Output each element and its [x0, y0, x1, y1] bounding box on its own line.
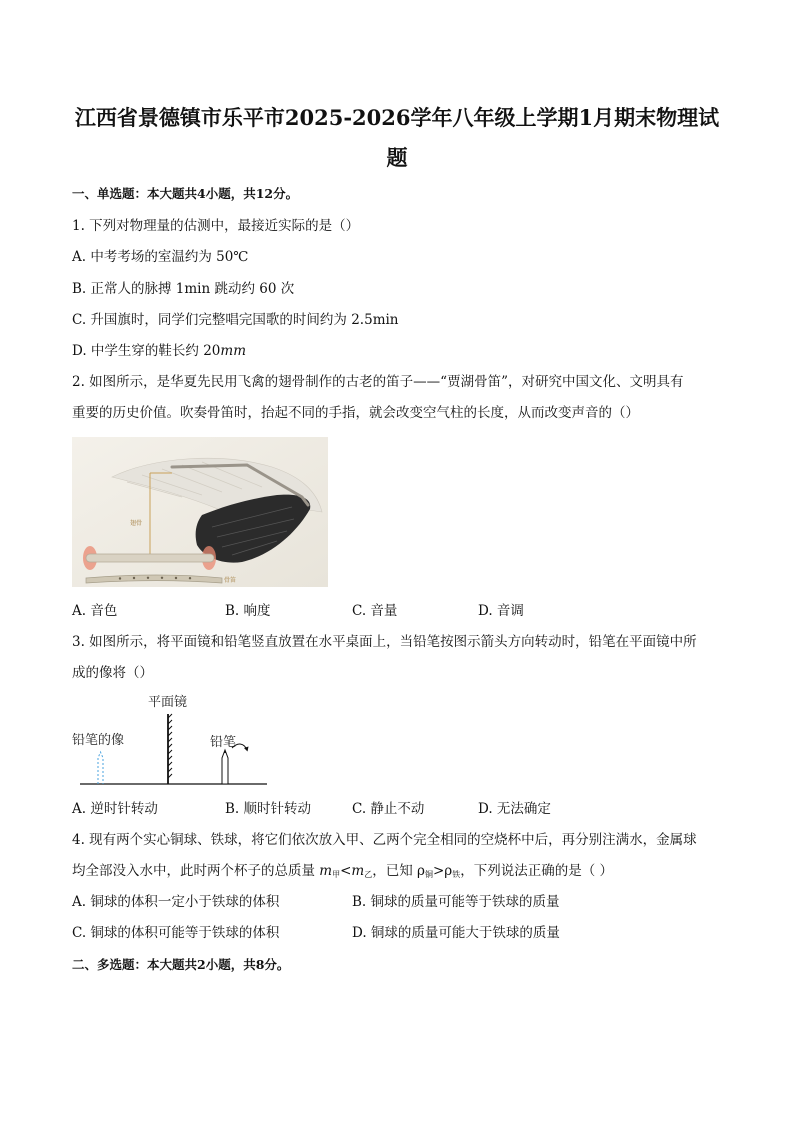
question-1-stem: 1. 下列对物理量的估测中，最接近实际的是（） [72, 218, 360, 234]
question-3-option-d: D. 无法确定 [478, 801, 551, 817]
bone-flute-label: 骨笛 [224, 577, 237, 584]
question-2-stem-line2: 重要的历史价值。吹奏骨笛时，抬起不同的手指，就会改变空气柱的长度，从而改变声音的（） [72, 405, 639, 421]
question-4-option-a: A. 铜球的体积一定小于铁球的体积 [72, 894, 280, 910]
greater-than-rho: >ρ [432, 863, 453, 879]
question-3-stem-line2: 成的像将（） [72, 665, 153, 681]
subscript-yi: 乙 [364, 870, 373, 879]
question-3-option-a: A. 逆时针转动 [72, 801, 158, 817]
question-1-option-d-text: D. 中学生穿的鞋长约 20 [72, 343, 221, 359]
section-heading-single-choice: 一、单选题：本大题共4小题，共12分。 [72, 186, 299, 201]
subscript-tie: 铁 [452, 870, 461, 879]
question-2-option-a: A. 音色 [72, 603, 118, 619]
question-4-option-b: B. 铜球的质量可能等于铁球的质量 [352, 894, 560, 910]
pencil [222, 750, 228, 784]
question-1-option-d-unit: mm [220, 343, 247, 359]
wing-bone-label: 翅骨 [130, 520, 143, 527]
question-1-option-a: A. 中考考场的室温约为 50℃ [72, 249, 249, 265]
question-1-option-d [72, 341, 732, 361]
page-title-line1: 江西省景德镇市乐平市2025-2026学年八年级上学期1月期末物理试 [74, 105, 720, 130]
mass-symbol: m [319, 863, 333, 879]
pencil-label: 铅笔 [210, 735, 237, 750]
flute-hole [119, 577, 121, 579]
question-3-option-b: B. 顺时针转动 [225, 801, 312, 817]
question-4-option-c: C. 铜球的体积可能等于铁球的体积 [72, 925, 280, 941]
question-2-option-b: B. 响度 [225, 603, 271, 619]
less-than-sign: < [340, 863, 352, 879]
flute-hole [133, 577, 135, 579]
mirror-pencil-diagram [72, 690, 272, 790]
q4-stem-text-c: ，下列说法正确的是（ ） [460, 863, 614, 879]
mass-symbol: m [351, 863, 365, 879]
bone-flute-illustration [72, 437, 328, 587]
q4-stem-text-a: 均全部没入水中，此时两个杯子的总质量 [72, 863, 320, 879]
bone-flute-figure [72, 437, 328, 587]
question-2-stem-line1: 2. 如图所示，是华夏先民用飞禽的翅骨制作的古老的笛子——“贾湖骨笛”，对研究中国文化、文明具有 [72, 374, 684, 390]
pencil-image-label: 铅笔的像 [72, 733, 125, 748]
flute-hole [189, 577, 191, 579]
mirror-pencil-figure [72, 690, 272, 790]
flute-hole [175, 577, 177, 579]
question-2-option-d: D. 音调 [478, 603, 524, 619]
question-3-stem-line1: 3. 如图所示，将平面镜和铅笔竖直放置在水平桌面上，当铅笔按图示箭头方向转动时，铅笔在平面镜中所 [72, 634, 697, 650]
question-2-option-c: C. 音量 [352, 603, 398, 619]
question-4-option-d: D. 铜球的质量可能大于铁球的质量 [352, 925, 560, 941]
question-3-option-c: C. 静止不动 [352, 801, 425, 817]
page-title-line2: 题 [386, 145, 408, 170]
q4-stem-text-b: ，已知 ρ [372, 863, 425, 879]
pencil-image [98, 752, 103, 784]
subscript-tong: 铜 [424, 870, 433, 879]
wing-bone-segment [86, 554, 214, 562]
mirror-label: 平面镜 [148, 695, 188, 710]
question-1-option-c: C. 升国旗时，同学们完整唱完国歌的时间约为 2.5min [72, 312, 399, 328]
section-heading-multiple-choice: 二、多选题：本大题共2小题，共8分。 [72, 957, 290, 972]
flute-hole [161, 577, 163, 579]
question-4-stem-line1: 4. 现有两个实心铜球、铁球，将它们依次放入甲、乙两个完全相同的空烧杯中后，再分别注满水，金属球 [72, 832, 697, 848]
rotation-arrow-head [244, 747, 249, 752]
question-1-option-b: B. 正常人的脉搏 1min 跳动约 60 次 [72, 281, 295, 297]
question-4-stem-line2 [72, 861, 732, 885]
subscript-jia: 甲 [332, 870, 341, 879]
flute-hole [147, 577, 149, 579]
